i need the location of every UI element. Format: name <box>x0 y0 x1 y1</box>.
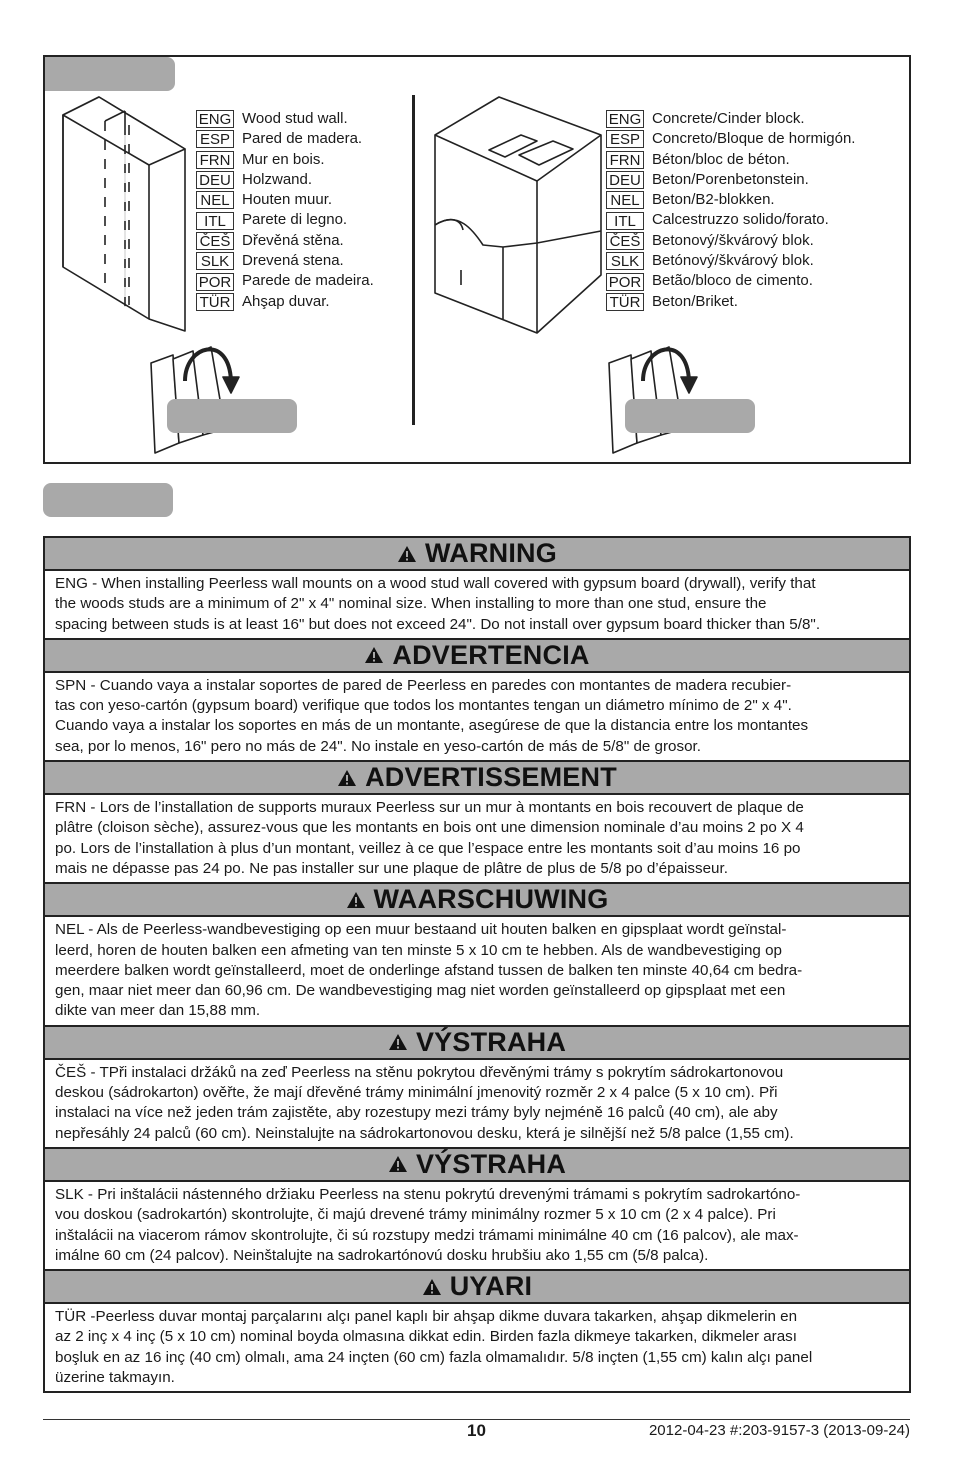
warning-line: sea, por lo menos, 16" pero no más de 24". No instale en yeso-cartón de más de 5/8" de grosor. <box>55 737 701 755</box>
lang-row <box>196 251 374 271</box>
warning-line: vou doskou (sadrokartón) skontrolujte, či majú drevené trámy minimálny rozmer 5 x 10 cm (2 x 4 palce). Pri <box>55 1206 776 1224</box>
language-text: Houten muur. <box>242 191 333 209</box>
lang-row <box>606 129 855 149</box>
warning-title: WARNING <box>425 538 557 568</box>
language-text: Betonový/škvárový blok. <box>652 231 814 249</box>
language-text: Parede de madeira. <box>242 272 374 290</box>
wall-type-figure <box>43 55 911 464</box>
language-text: Drevená stena. <box>242 252 344 270</box>
warning-line: SLK - Pri inštalácii nástenného držiaku Peerless na stenu pokrytú drevenými trámami s pokrytím sadrokartóno- <box>55 1185 801 1203</box>
language-text: Betónový/škvárový blok. <box>652 252 814 270</box>
warning-title: UYARI <box>449 1271 533 1302</box>
page-turn-icon-left <box>145 333 255 455</box>
language-code: ENG <box>606 110 644 128</box>
warning-line: plâtre (cloison sèche), assurez-vous que les montants en bois ont une dimension nominale d’au moins 2 po X 4 <box>55 819 804 837</box>
warning-block <box>45 882 909 1024</box>
warning-line: imálne 60 cm (24 palcov). Neinštalujte na sadrokartónovú dosku hrubšiu ako 1,55 cm (5/8 palca). <box>55 1246 709 1264</box>
warning-block <box>45 1147 909 1269</box>
language-code: NEL <box>606 191 644 209</box>
warning-text <box>45 671 909 760</box>
lang-row <box>606 150 855 170</box>
warning-line: tas con yeso-cartón (gypsum board) verifique que todos los montantes tengan un diámetro mínimo de 2" x 4". <box>55 697 792 715</box>
lang-row <box>606 292 855 312</box>
warning-block <box>45 1269 909 1391</box>
warning-line: ENG - When installing Peerless wall mounts on a wood stud wall covered with gypsum board (drywall), verify that <box>55 575 816 592</box>
warning-text <box>45 1058 909 1147</box>
wood-wall-language-list <box>196 109 374 312</box>
language-code: ČEŠ <box>196 232 234 250</box>
warning-line: boşluk en az 16 inç (40 cm) olmalı, ama 24 inçten (60 cm) fazla olmamalıdır. 5/8 inçten (1,55 cm) kalın alçı panel <box>55 1348 813 1366</box>
language-text: Beton/B2-blokken. <box>652 191 775 209</box>
lang-row <box>606 271 855 291</box>
warning-text <box>45 793 909 882</box>
warning-line: SPN - Cuando vaya a instalar soportes de pared de Peerless en paredes con montantes de madera recubier- <box>55 676 792 694</box>
warning-heading <box>45 1269 909 1302</box>
lang-row <box>606 190 855 210</box>
language-code: SLK <box>606 252 644 270</box>
language-text: Parete di legno. <box>242 211 348 229</box>
warning-heading <box>45 638 909 671</box>
language-text: Mur en bois. <box>242 150 325 168</box>
warning-line: Cuando vaya a instalar los soportes en más de un montante, asegúrese de que la distancia entre los montantes <box>55 717 809 735</box>
warning-triangle-icon <box>337 769 357 787</box>
warning-line: FRN - Lors de l’installation de supports muraux Peerless sur un mur à montants en bois recouvert de plaque de <box>55 799 804 817</box>
language-code: ITL <box>606 212 644 230</box>
warning-heading <box>45 760 909 793</box>
concrete-wall-language-list <box>606 109 855 312</box>
warning-heading <box>45 1147 909 1180</box>
warning-line: the woods studs are a minimum of 2" x 4" nominal size. When installing to more than one stud, ensure the <box>55 595 767 613</box>
lang-row <box>196 210 374 230</box>
warning-triangle-icon <box>388 1033 408 1051</box>
lang-row <box>196 150 374 170</box>
lang-row <box>606 109 855 129</box>
lang-row <box>606 231 855 251</box>
warning-triangle-icon <box>364 646 384 664</box>
language-text: Holzwand. <box>242 170 313 188</box>
language-code: TÜR <box>606 293 644 311</box>
language-code: FRN <box>196 151 234 169</box>
language-code: SLK <box>196 252 234 270</box>
warning-line: üzerine takmayın. <box>55 1369 175 1387</box>
document-reference: 2012-04-23 #:203-9157-3 (2013-09-24) <box>648 1422 910 1439</box>
footer-rule <box>43 1419 910 1420</box>
warning-triangle-icon <box>422 1278 442 1296</box>
warning-text <box>45 915 909 1024</box>
page-reference-tab-right <box>625 399 755 433</box>
warning-text <box>45 569 909 638</box>
language-code: ITL <box>196 212 234 230</box>
warnings-panel <box>43 536 911 1393</box>
section-tab-middle <box>43 483 173 517</box>
language-text: Calcestruzzo solido/forato. <box>652 211 829 229</box>
column-divider <box>412 95 415 425</box>
warning-line: po. Lors de l’installation à plus d’un montant, veillez à ce que l’espace entre les montants soit d’au moins 16 po <box>55 839 801 857</box>
lang-row <box>196 292 374 312</box>
warning-title: ADVERTENCIA <box>392 639 590 670</box>
language-code: ČEŠ <box>606 232 644 250</box>
language-text: Betão/bloco de cimento. <box>652 272 813 290</box>
warning-heading <box>45 1025 909 1058</box>
warning-triangle-icon <box>346 891 366 909</box>
warning-line: NEL - Als de Peerless-wandbevestiging op een muur bestaand uit houten balken en gipsplaat wordt geïnstal- <box>55 921 787 939</box>
section-tab-top <box>45 57 175 91</box>
language-text: Beton/Briket. <box>652 292 738 310</box>
lang-row <box>196 271 374 291</box>
warning-line: ČEŠ - TPři instalaci držáků na zeď Peerless na stěnu pokrytou dřevěnými trámy s pokrytím sádrokartonovou <box>55 1063 784 1081</box>
lang-row <box>606 210 855 230</box>
warning-block <box>45 538 909 638</box>
language-code: DEU <box>196 171 234 189</box>
warning-title: VÝSTRAHA <box>415 1148 567 1179</box>
language-text: Beton/Porenbetonstein. <box>652 170 809 188</box>
lang-row <box>196 109 374 129</box>
warning-heading <box>45 538 909 569</box>
warning-text <box>45 1302 909 1391</box>
warning-line: leerd, horen de houten balken een afmeting van ten minste 5 x 10 cm te hebben. Als de wandbevestiging op <box>55 941 782 959</box>
language-text: Dřevěná stěna. <box>242 231 344 249</box>
language-code: DEU <box>606 171 644 189</box>
page-number: 10 <box>467 1421 486 1440</box>
warning-title: VÝSTRAHA <box>415 1026 567 1057</box>
warning-line: nepřesáhly 24 palců (60 cm). Neinstalujte na sádrokartonovou desku, která je silnější než 5/8 palce (1,55 cm). <box>55 1124 794 1142</box>
language-text: Ahşap duvar. <box>242 292 330 310</box>
warning-triangle-icon <box>397 545 417 563</box>
lang-row <box>196 170 374 190</box>
warning-title: ADVERTISSEMENT <box>365 762 617 793</box>
warning-line: az 2 inç x 4 inç (5 x 10 cm) nominal boyda olmasına dikkat edin. Birden fazla dikmeye takarken, dikmeler arası <box>55 1328 797 1346</box>
warning-title: WAARSCHUWING <box>373 884 609 915</box>
page-turn-icon-right <box>603 333 713 455</box>
warning-block <box>45 1025 909 1147</box>
warning-line: TÜR -Peerless duvar montaj parçalarını alçı panel kaplı bir ahşap dikme duvara takarken, ahşap dikmelerin en <box>55 1308 798 1326</box>
warning-line: inštalácii na viacerom rámov skontrolujte, či sú rozstupy medzi trámami minimálne 40 cm (16 palcov), ale max- <box>55 1226 799 1244</box>
language-text: Concreto/Bloque de hormigón. <box>652 130 856 148</box>
language-code: ESP <box>606 130 644 148</box>
warning-line: spacing between studs is at least 16" but does not exceed 24". Do not install over gypsum board thicker than 5/8". <box>55 615 821 633</box>
warning-heading <box>45 882 909 915</box>
language-text: Pared de madera. <box>242 130 363 148</box>
language-code: POR <box>606 273 644 291</box>
warning-line: gen, maar niet meer dan 60,96 cm. De wandbevestiging mag niet worden geïnstalleerd op gipsplaat met een <box>55 982 786 1000</box>
warning-line: deskou (sádrokarton) ověřte, že mají dřevěné trámy minimální jmenovitý rozměr 2 x 4 palce (5 x 10 cm). Při <box>55 1084 778 1102</box>
language-code: TÜR <box>196 293 234 311</box>
warning-triangle-icon <box>388 1155 408 1173</box>
language-code: ESP <box>196 130 234 148</box>
language-code: POR <box>196 273 234 291</box>
lang-row <box>196 129 374 149</box>
language-code: ENG <box>196 110 234 128</box>
language-text: Concrete/Cinder block. <box>652 110 805 127</box>
warning-block <box>45 638 909 760</box>
page-reference-tab-left <box>167 399 297 433</box>
concrete-block-illustration <box>433 95 608 340</box>
language-text: Wood stud wall. <box>242 110 348 127</box>
lang-row <box>196 190 374 210</box>
warning-text <box>45 1180 909 1269</box>
language-code: NEL <box>196 191 234 209</box>
lang-row <box>196 231 374 251</box>
warning-line: instalaci na více než jeden trám zajistěte, aby rozestupy mezi trámy byly nejméně 16 palců (40 cm), ale aby <box>55 1104 778 1122</box>
language-text: Béton/bloc de béton. <box>652 150 790 168</box>
wood-stud-wall-illustration <box>59 95 189 335</box>
language-code: FRN <box>606 151 644 169</box>
warning-block <box>45 760 909 882</box>
warning-line: dikte van meer dan 15,88 mm. <box>55 1002 261 1020</box>
lang-row <box>606 170 855 190</box>
warning-line: mais ne dépasse pas 24 po. Ne pas installer sur une plaque de plâtre de plus de 5/8 po d’épaisseur. <box>55 859 728 877</box>
warning-line: meerdere balken wordt geïnstalleerd, moet de onderlinge afstand tussen de balken ten minste 40,64 cm bedra- <box>55 961 803 979</box>
lang-row <box>606 251 855 271</box>
